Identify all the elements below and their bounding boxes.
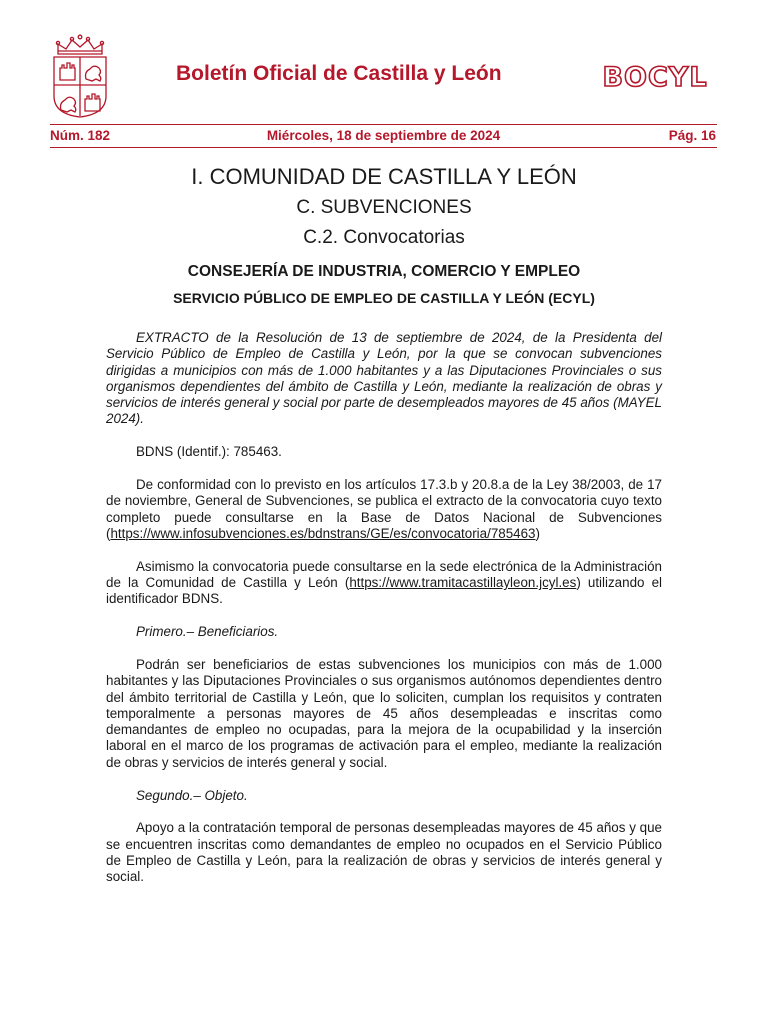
bulletin-title: Boletín Oficial de Castilla y León [176, 62, 502, 85]
tramita-link[interactable]: https://www.tramitacastillayleon.jcyl.es [349, 575, 577, 591]
bocyl-logo [592, 61, 718, 91]
issue-date: Miércoles, 18 de septiembre de 2024 [266, 128, 501, 143]
bdns-paragraph: BDNS (Identif.): 785463. [136, 444, 282, 460]
section-heading: I. COMUNIDAD DE CASTILLA Y LEÓN [191, 164, 577, 189]
service-heading: SERVICIO PÚBLICO DE EMPLEO DE CASTILLA Y LEÓN (ECYL) [173, 290, 595, 306]
infosubvenciones-link[interactable]: https://www.infosubvenciones.es/bdnstrans/GE/es/convocatoria/785463 [110, 525, 536, 541]
subsubsection-heading: C.2. Convocatorias [303, 227, 465, 248]
issue-line [50, 124, 717, 148]
sede-text: Asimismo la convocatoria puede consultarse en la sede electrónica de la Administración de la Comunidad de Castilla y León ( [106, 558, 662, 591]
page-number: Pág. 16 [668, 128, 716, 143]
second-heading: Segundo.– Objeto. [136, 787, 248, 803]
document-body [106, 330, 662, 902]
beneficiaries-paragraph: Podrán ser beneficiarios de estas subvenciones los municipios con más de 1.000 habitantes y las Diputaciones Provinciales o sus organismos autónomos dependientes dentro del ámbito territorial de Castilla y León, que lo soliciten, cumplan los requisitos y contraten temporalmente a personas mayores de 45 años desempleadas e inscritas como demandantes de empleo no ocupadas, para la mejora de la ocupabilidad y la inserción laboral en el marco de los programas de activación para el empleo, mediante la realización de obras y servicios de interés general y social. [106, 656, 662, 770]
object-paragraph: Apoyo a la contratación temporal de personas desempleadas mayores de 45 años y que se encuentren inscritas como demandantes de empleo no ocupados en el Servicio Público de Empleo de Castilla y León, para la realización de obras y servicios de interés general y social. [106, 820, 662, 885]
first-heading: Primero.– Beneficiarios. [136, 624, 279, 640]
page-header [50, 34, 720, 118]
coat-of-arms-icon [50, 34, 110, 118]
bocyl-logo-text: BOCYL [602, 62, 708, 91]
ministry-heading: CONSEJERÍA DE INDUSTRIA, COMERCIO Y EMPLEO [187, 263, 581, 280]
issue-number: Núm. 182 [50, 128, 111, 143]
legal-basis-paragraph [106, 477, 662, 542]
subsection-heading: C. SUBVENCIONES [296, 197, 472, 218]
sede-paragraph [106, 559, 662, 608]
sede-end: ) utilizando el identificador BDNS. [106, 575, 662, 607]
legal-basis-end: ) [535, 525, 540, 541]
legal-basis-text: De conformidad con lo previsto en los artículos 17.3.b y 20.8.a de la Ley 38/2003, de 17 de noviembre, General de Subvenciones, se publica el extracto de la convocatoria cuyo texto completo puede consultarse en la Base de Datos Nacional de Subvenciones ( [106, 477, 662, 541]
extract-paragraph: EXTRACTO de la Resolución de 13 de septiembre de 2024, de la Presidenta del Servicio Público de Empleo de Castilla y León, por la que se convocan subvenciones dirigidas a municipios con más de 1.000 habitantes y a las Diputaciones Provinciales o sus organismos dependientes del ámbito de Castilla y León, mediante la realización de obras y servicios de interés general y social por parte de desempleados mayores de 45 años (MAYEL 2024). [106, 330, 662, 427]
